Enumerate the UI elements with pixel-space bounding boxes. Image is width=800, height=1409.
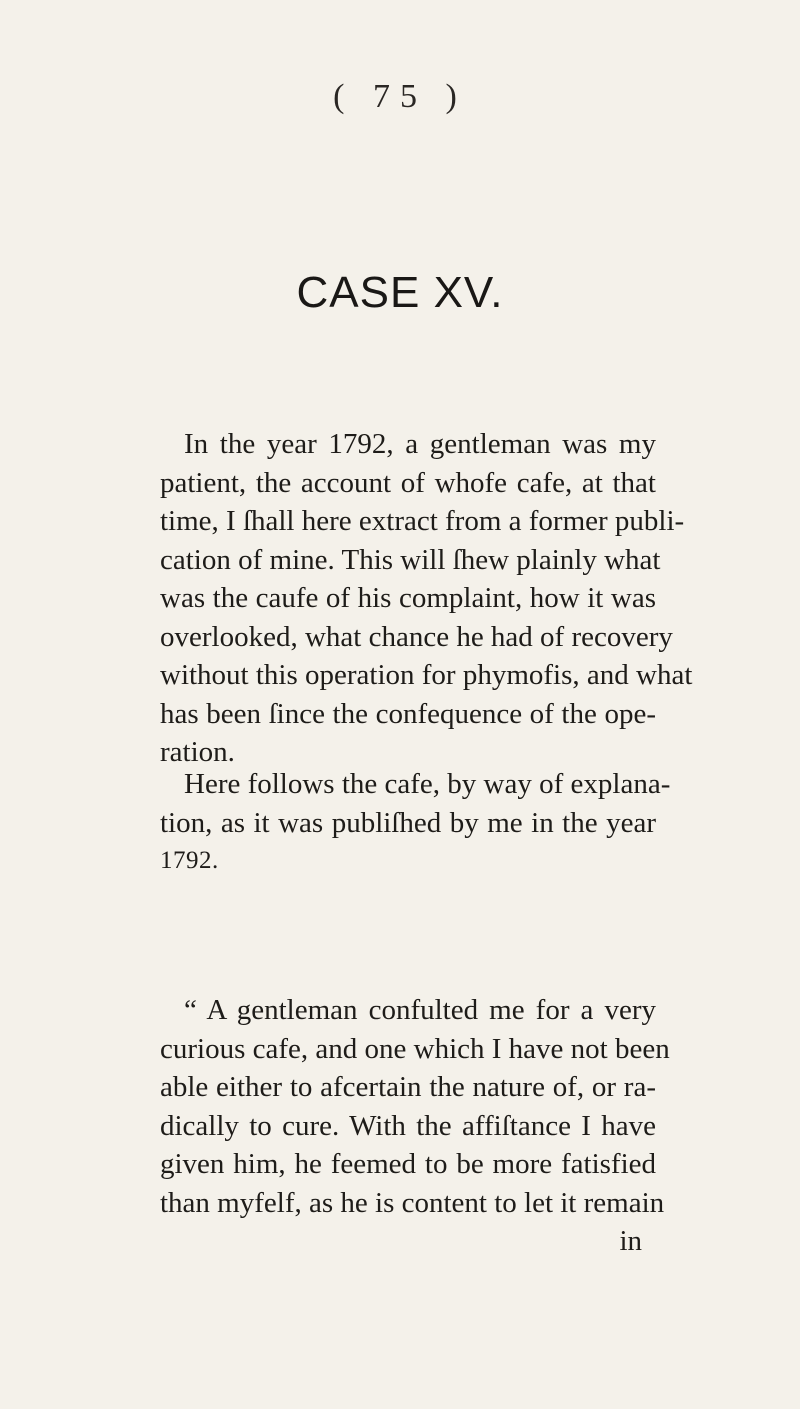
text-line: curious cafe, and one which I have not been	[160, 1032, 670, 1065]
text-line: cation of mine. This will ſhew plainly what	[160, 543, 661, 576]
text-line: was the caufe of his complaint, how it was	[160, 582, 656, 614]
paragraph-intro	[160, 425, 693, 772]
text-line: ration.	[160, 736, 235, 768]
paragraph-explanation	[160, 765, 671, 881]
text-line: tion, as it was publiſhed by me in the year	[160, 806, 656, 839]
text-line: without this operation for phymofis, and what	[160, 659, 693, 691]
text-line: able either to afcertain the nature of, or ra-	[160, 1071, 656, 1103]
text-line: given him, he feemed to be more fatisfied	[160, 1148, 656, 1180]
text-line: Here follows the cafe, by way of explana-	[184, 768, 671, 800]
catchword: in	[619, 1225, 642, 1257]
text-line: has been ſince the confequence of the ope-	[160, 697, 656, 730]
page-number: ( 75 )	[333, 78, 467, 115]
text-line: dically to cure. With the affiſtance I have	[160, 1109, 656, 1142]
text-line: “ A gentleman confulted me for a very	[184, 994, 656, 1026]
paragraph-quoted-case	[160, 991, 670, 1261]
text-line: In the year 1792, a gentleman was my	[184, 428, 656, 460]
text-line: time, I ſhall here extract from a former publi-	[160, 505, 685, 537]
case-title: CASE XV.	[296, 268, 504, 317]
text-line: 1792.	[160, 847, 219, 874]
text-line: patient, the account of whofe cafe, at that	[160, 466, 656, 499]
text-line: overlooked, what chance he had of recovery	[160, 620, 673, 653]
text-line: than myfelf, as he is content to let it remain	[160, 1186, 665, 1219]
